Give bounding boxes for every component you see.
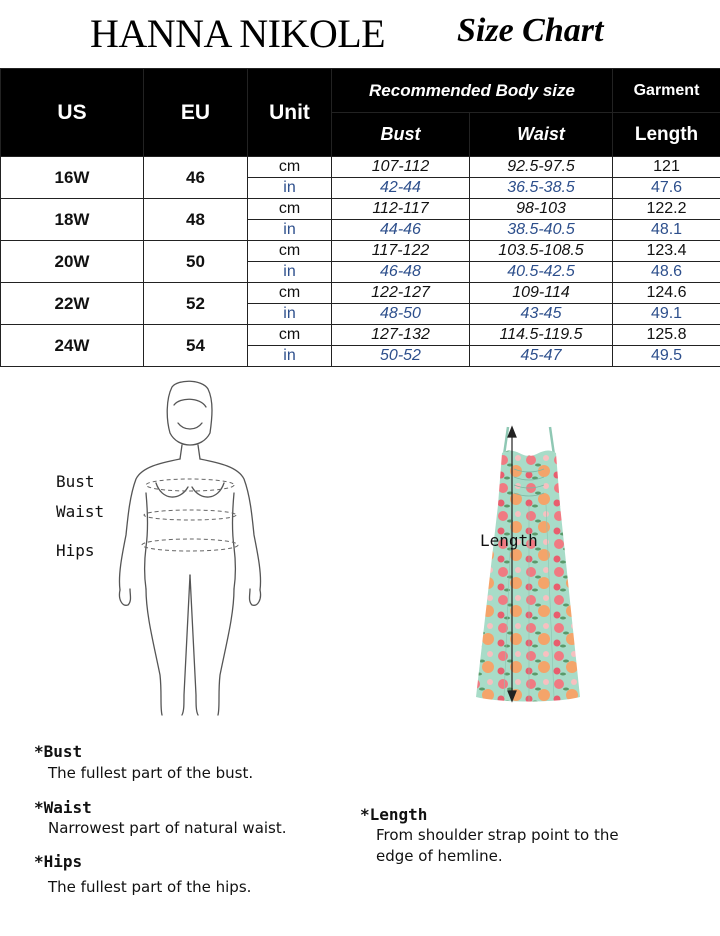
figure-label-length: Length	[480, 531, 538, 550]
table-row	[1, 241, 720, 262]
waist-cm: 109-114	[470, 283, 613, 304]
us-size: 24W	[1, 325, 144, 367]
header-bust: Bust	[332, 113, 470, 157]
header-length: Length	[613, 113, 720, 157]
bust-cm: 107-112	[332, 157, 470, 178]
note-hips-title: *Hips	[34, 852, 83, 871]
note-waist-title: *Waist	[34, 798, 92, 817]
eu-size: 52	[144, 283, 248, 325]
bust-cm: 117-122	[332, 241, 470, 262]
waist-in: 40.5-42.5	[470, 262, 613, 283]
us-size: 16W	[1, 157, 144, 199]
header-eu: EU	[144, 69, 248, 157]
note-bust-text: The fullest part of the bust.	[48, 764, 254, 782]
unit-cm: cm	[248, 325, 332, 346]
waist-in: 38.5-40.5	[470, 220, 613, 241]
eu-size: 46	[144, 157, 248, 199]
length-in: 49.5	[613, 346, 720, 367]
length-cm: 125.8	[613, 325, 720, 346]
eu-size: 54	[144, 325, 248, 367]
length-cm: 121	[613, 157, 720, 178]
length-cm: 124.6	[613, 283, 720, 304]
page-header	[0, 0, 720, 68]
brand-name: HANNA NIKOLE	[90, 11, 386, 56]
eu-size: 50	[144, 241, 248, 283]
length-in: 49.1	[613, 304, 720, 325]
dress-image	[468, 425, 588, 705]
length-in: 48.1	[613, 220, 720, 241]
waist-in: 43-45	[470, 304, 613, 325]
header-garment: Garment	[613, 69, 720, 113]
us-size: 22W	[1, 283, 144, 325]
body-outline-illustration	[100, 375, 280, 720]
bust-in: 48-50	[332, 304, 470, 325]
unit-in: in	[248, 178, 332, 199]
bust-cm: 127-132	[332, 325, 470, 346]
unit-in: in	[248, 262, 332, 283]
length-cm: 122.2	[613, 199, 720, 220]
waist-cm: 92.5-97.5	[470, 157, 613, 178]
length-cm: 123.4	[613, 241, 720, 262]
waist-cm: 98-103	[470, 199, 613, 220]
header-unit: Unit	[248, 69, 332, 157]
note-hips-text: The fullest part of the hips.	[48, 878, 252, 896]
figure-label-waist: Waist	[56, 502, 105, 521]
bust-cm: 122-127	[332, 283, 470, 304]
bust-in: 50-52	[332, 346, 470, 367]
waist-in: 45-47	[470, 346, 613, 367]
size-table	[0, 68, 720, 367]
note-length-title: *Length	[360, 805, 428, 824]
figure-label-bust: Bust	[56, 472, 95, 491]
header-us: US	[1, 69, 144, 157]
bust-in: 44-46	[332, 220, 470, 241]
length-in: 48.6	[613, 262, 720, 283]
eu-size: 48	[144, 199, 248, 241]
note-length-text-line2: edge of hemline.	[376, 847, 503, 865]
unit-in: in	[248, 346, 332, 367]
us-size: 20W	[1, 241, 144, 283]
unit-cm: cm	[248, 283, 332, 304]
bust-in: 42-44	[332, 178, 470, 199]
figure-label-hips: Hips	[56, 541, 95, 560]
unit-in: in	[248, 304, 332, 325]
waist-in: 36.5-38.5	[470, 178, 613, 199]
note-bust-title: *Bust	[34, 742, 83, 761]
note-waist-text: Narrowest part of natural waist.	[48, 819, 287, 837]
unit-cm: cm	[248, 241, 332, 262]
bust-cm: 112-117	[332, 199, 470, 220]
header-waist: Waist	[470, 113, 613, 157]
waist-cm: 103.5-108.5	[470, 241, 613, 262]
table-row	[1, 157, 720, 178]
unit-cm: cm	[248, 199, 332, 220]
waist-cm: 114.5-119.5	[470, 325, 613, 346]
unit-in: in	[248, 220, 332, 241]
table-row	[1, 199, 720, 220]
bust-in: 46-48	[332, 262, 470, 283]
chart-title: Size Chart	[457, 12, 604, 49]
us-size: 18W	[1, 199, 144, 241]
note-length-text-line1: From shoulder strap point to the	[376, 826, 619, 844]
table-row	[1, 283, 720, 304]
header-recommended: Recommended Body size	[332, 69, 613, 113]
length-in: 47.6	[613, 178, 720, 199]
table-row	[1, 325, 720, 346]
unit-cm: cm	[248, 157, 332, 178]
